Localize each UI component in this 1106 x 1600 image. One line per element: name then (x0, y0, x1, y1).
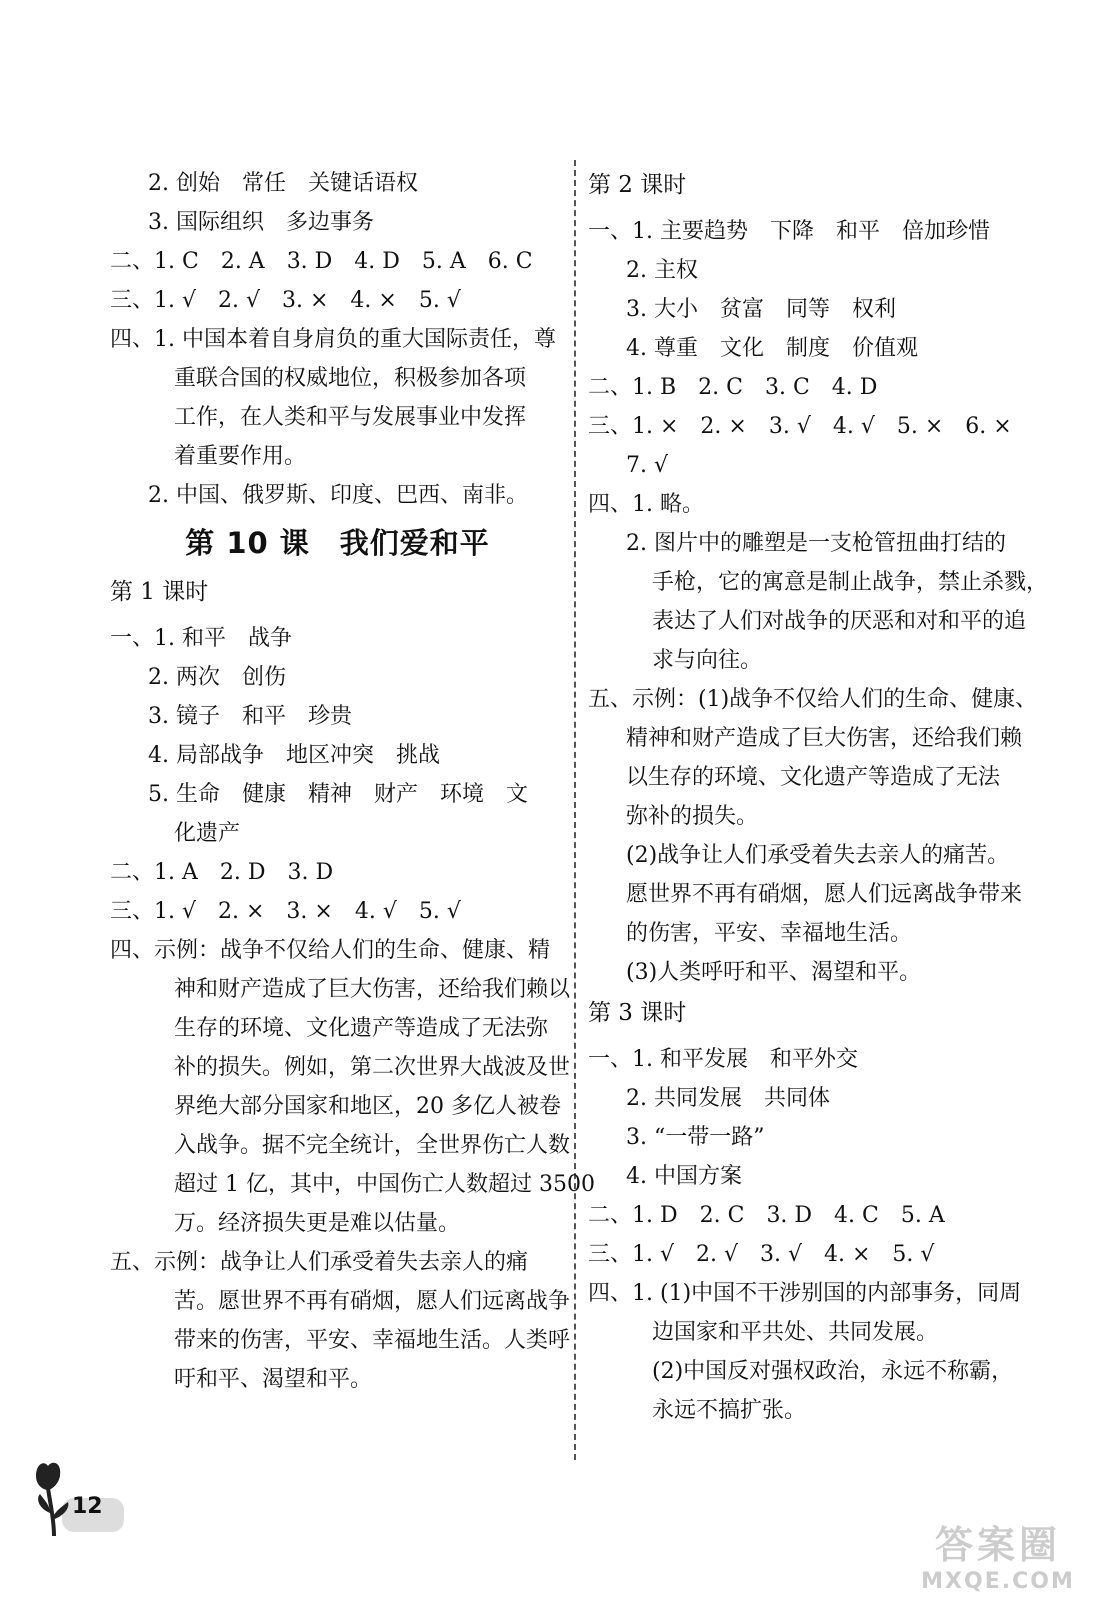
text-line: 7. √ (626, 453, 669, 478)
text-line: 3. 大小 贫富 同等 权利 (626, 297, 896, 322)
text-line: 二、1. A 2. D 3. D (110, 860, 334, 885)
text-line: 二、1. B 2. C 3. C 4. D (588, 375, 878, 400)
text-line: 4. 局部战争 地区冲突 挑战 (148, 743, 440, 768)
left-column (110, 164, 595, 1399)
text-line: 着重要作用。 (174, 444, 307, 469)
text-line: 四、示例：战争不仅给人们的生命、健康、精 (110, 938, 551, 963)
text-line: 苦。愿世界不再有硝烟，愿人们远离战争 (174, 1289, 571, 1314)
section-heading: 第 1 课时 (110, 579, 209, 605)
text-line: 2. 中国、俄罗斯、印度、巴西、南非。 (148, 483, 528, 508)
text-line: 三、1. √ 2. × 3. × 4. √ 5. √ (110, 899, 461, 924)
text-line: 重联合国的权威地位，积极参加各项 (174, 366, 527, 391)
column-divider (574, 160, 576, 1460)
text-line: 2. 两次 创伤 (148, 665, 286, 690)
text-line: 超过 1 亿，其中，中国伤亡人数超过 3500 (174, 1172, 595, 1197)
text-line: 补的损失。例如，第二次世界大战波及世 (174, 1055, 571, 1080)
text-line: 界绝大部分国家和地区，20 多亿人被卷 (174, 1094, 561, 1119)
text-line: 四、1. 中国本着自身肩负的重大国际责任，尊 (110, 327, 556, 352)
text-line: 2. 创始 常任 关键话语权 (148, 171, 418, 196)
text-line: 5. 生命 健康 精神 财产 环境 文 (148, 782, 528, 807)
text-line: 二、1. C 2. A 3. D 4. D 5. A 6. C (110, 249, 533, 274)
text-line: 4. 中国方案 (626, 1164, 742, 1189)
text-line: 手枪，它的寓意是制止战争，禁止杀戮， (652, 570, 1049, 595)
text-line: 工作，在人类和平与发展事业中发挥 (174, 405, 527, 430)
text-line: 二、1. D 2. C 3. D 4. C 5. A (588, 1203, 945, 1228)
text-line: (2)战争让人们承受着失去亲人的痛苦。 (626, 843, 1010, 868)
section-heading: 第 2 课时 (588, 172, 687, 198)
text-line: 2. 图片中的雕塑是一支枪管扭曲打结的 (626, 531, 1006, 556)
text-line: 神和财产造成了巨大伤害，还给我们赖以 (174, 977, 571, 1002)
text-line: 求与向往。 (652, 648, 763, 673)
text-line: 精神和财产造成了巨大伤害，还给我们赖 (626, 726, 1023, 751)
watermark-text: 答案圈 (934, 1523, 1061, 1567)
text-line: 的伤害，平安、幸福地生活。 (626, 921, 913, 946)
text-line: 弥补的损失。 (626, 804, 759, 829)
text-line: 2. 共同发展 共同体 (626, 1086, 830, 1111)
text-line: 4. 尊重 文化 制度 价值观 (626, 336, 918, 361)
section-heading: 第 3 课时 (588, 1000, 687, 1026)
text-line: 四、1. (1)中国不干涉别国的内部事务，同周 (588, 1281, 1022, 1306)
watermark (898, 1514, 1098, 1594)
text-line: 五、示例：(1)战争不仅给人们的生命、健康、 (588, 687, 1038, 712)
text-line: 永远不搞扩张。 (652, 1398, 807, 1423)
text-line: 万。经济损失更是难以估量。 (174, 1211, 461, 1236)
text-line: 三、1. × 2. × 3. √ 4. √ 5. × 6. × (588, 414, 1012, 439)
lesson-title: 第 10 课 我们爱和平 (185, 526, 490, 560)
text-line: 三、1. √ 2. √ 3. √ 4. × 5. √ (588, 1242, 935, 1267)
text-line: 边国家和平共处、共同发展。 (652, 1320, 939, 1345)
text-line: 吁和平、渴望和平。 (174, 1367, 373, 1392)
text-line: 三、1. √ 2. √ 3. × 4. × 5. √ (110, 288, 461, 313)
page-number: 12 (72, 1494, 103, 1519)
text-line: (2)中国反对强权政治，永远不称霸， (652, 1359, 1014, 1384)
watermark-url: MXQE.COM (921, 1569, 1075, 1594)
text-line: 愿世界不再有硝烟，愿人们远离战争带来 (626, 882, 1023, 907)
text-line: 带来的伤害，平安、幸福地生活。人类呼 (174, 1328, 571, 1353)
text-line: 一、1. 和平发展 和平外交 (588, 1047, 858, 1072)
text-line: 2. 主权 (626, 258, 698, 283)
text-line: 生存的环境、文化遗产等造成了无法弥 (174, 1016, 549, 1041)
text-line: (3)人类呼吁和平、渴望和平。 (626, 960, 922, 985)
text-line: 入战争。据不完全统计，全世界伤亡人数 (174, 1133, 571, 1158)
text-line: 一、1. 主要趋势 下降 和平 倍加珍惜 (588, 219, 990, 244)
text-line: 四、1. 略。 (588, 492, 704, 517)
text-line: 一、1. 和平 战争 (110, 626, 292, 651)
page-number-badge (32, 1458, 132, 1538)
text-line: 3. 镜子 和平 珍贵 (148, 704, 352, 729)
text-line: 化遗产 (174, 821, 241, 846)
text-line: 3. “一带一路” (626, 1125, 765, 1150)
text-line: 3. 国际组织 多边事务 (148, 210, 374, 235)
right-column (588, 164, 1048, 1430)
text-line: 表达了人们对战争的厌恶和对和平的追 (652, 609, 1027, 634)
text-line: 以生存的环境、文化遗产等造成了无法 (626, 765, 1001, 790)
text-line: 五、示例：战争让人们承受着失去亲人的痛 (110, 1250, 529, 1275)
